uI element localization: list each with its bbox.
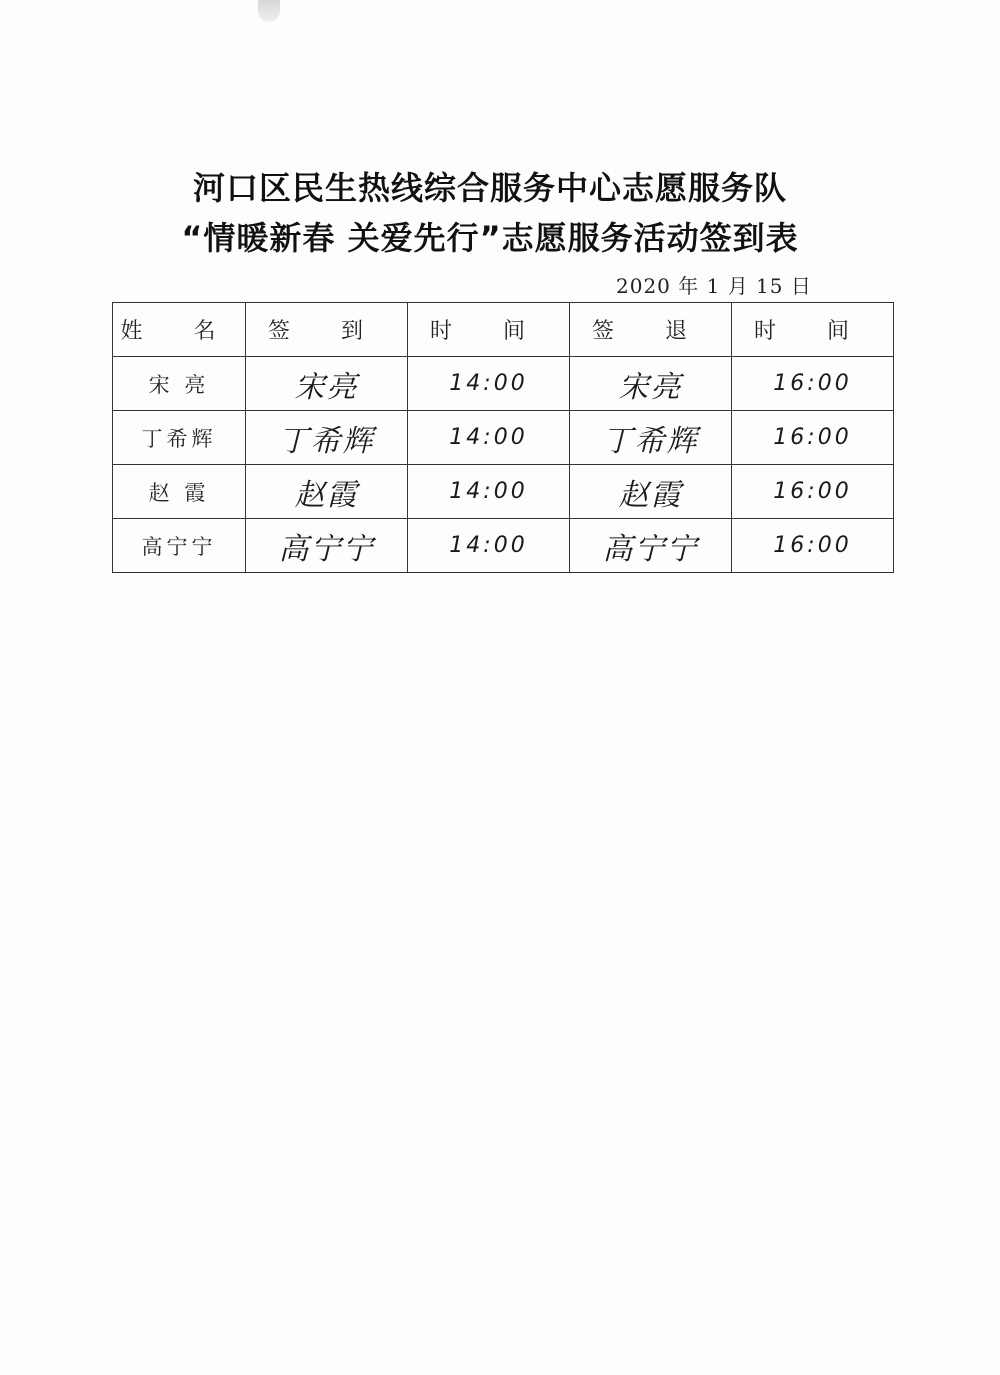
header-sign-in: 签 到: [246, 303, 408, 357]
document-title-line-2: “情暖新春 关爱先行”志愿服务活动签到表: [181, 219, 799, 257]
sign-in-time: 14:00: [408, 519, 570, 573]
participant-name: 丁希辉: [113, 411, 246, 465]
participant-name: 高宁宁: [113, 519, 246, 573]
header-time-in: 时 间: [408, 303, 570, 357]
sign-in-time: 14:00: [408, 357, 570, 411]
document-date: 2020 年 1 月 15 日: [616, 274, 812, 298]
table-row: [113, 357, 894, 411]
table-row: [113, 411, 894, 465]
participant-name: 宋 亮: [113, 357, 246, 411]
sign-in-signature: 赵霞: [246, 465, 408, 519]
header-sign-out: 签 退: [570, 303, 732, 357]
document-title-line-1: 河口区民生热线综合服务中心志愿服务队: [192, 169, 787, 207]
sign-in-signature: 宋亮: [246, 357, 408, 411]
table-header-row: [113, 303, 894, 357]
scan-hole-mark: [258, 0, 280, 22]
header-time-out: 时 间: [732, 303, 894, 357]
sign-in-signature: 丁希辉: [246, 411, 408, 465]
table-row: [113, 519, 894, 573]
sign-out-time: 16:00: [732, 519, 894, 573]
sign-out-time: 16:00: [732, 465, 894, 519]
sign-out-time: 16:00: [732, 357, 894, 411]
participant-name: 赵 霞: [113, 465, 246, 519]
sign-in-signature: 高宁宁: [246, 519, 408, 573]
sign-out-signature: 丁希辉: [570, 411, 732, 465]
sign-out-time: 16:00: [732, 411, 894, 465]
sign-in-time: 14:00: [408, 465, 570, 519]
sign-out-signature: 高宁宁: [570, 519, 732, 573]
sign-out-signature: 宋亮: [570, 357, 732, 411]
header-name: 姓 名: [113, 303, 246, 357]
sign-out-signature: 赵霞: [570, 465, 732, 519]
sign-in-time: 14:00: [408, 411, 570, 465]
table-row: [113, 465, 894, 519]
sign-in-table: [112, 302, 894, 573]
